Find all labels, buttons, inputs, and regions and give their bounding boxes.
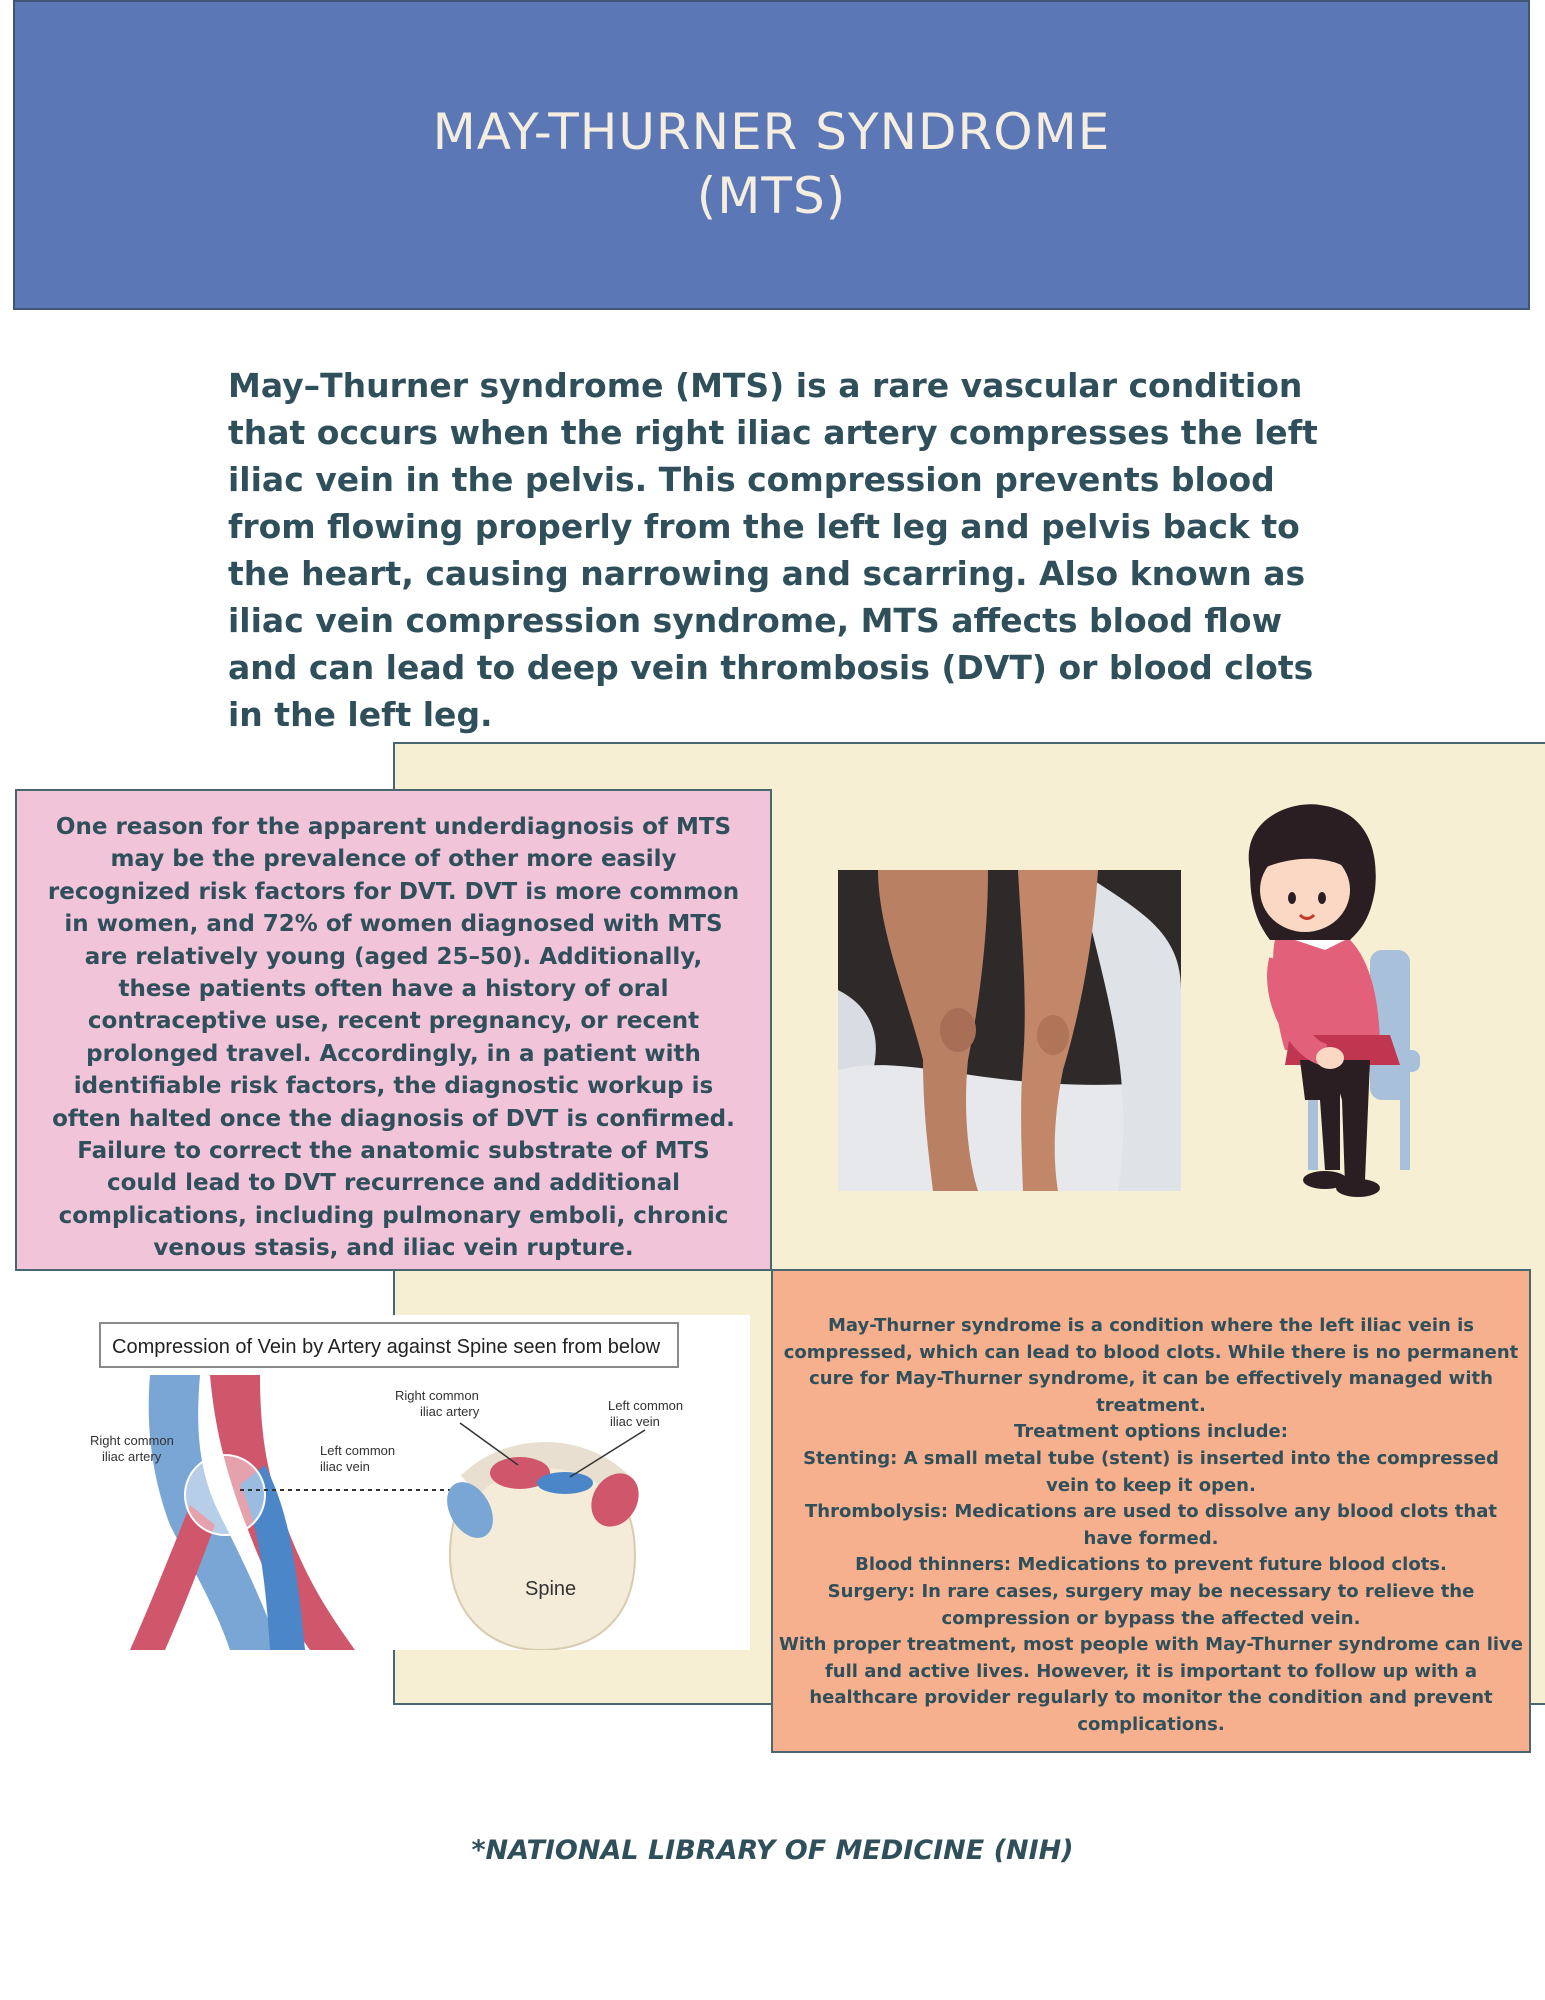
- treatment-blood-thinners: Blood thinners: Medications to prevent future blood clots.: [855, 1554, 1447, 1576]
- label-left-common-iliac-vein-top-2: iliac vein: [610, 1414, 660, 1429]
- treatment-thrombolysis: Thrombolysis: Medications are used to dissolve any blood clots that have formed.: [805, 1501, 1497, 1549]
- label-right-common-iliac-artery-top-1: Right common: [395, 1388, 479, 1403]
- label-spine: Spine: [525, 1578, 577, 1600]
- diagram-title: Compression of Vein by Artery against Spine seen from below: [112, 1336, 661, 1358]
- woman-stockings-illustration: [1230, 800, 1450, 1200]
- label-left-common-iliac-vein-2: iliac vein: [320, 1459, 370, 1474]
- label-left-common-iliac-vein-top-1: Left common: [608, 1398, 684, 1413]
- label-left-common-iliac-vein-1: Left common: [320, 1443, 396, 1458]
- treatment-intro: May-Thurner syndrome is a condition where the left iliac vein is compressed, which can lead to blood clots. While there is no permanent cure for May-Thurner syndrome, it can be effectively managed with treatment.: [783, 1315, 1519, 1416]
- treatment-stenting: Stenting: A small metal tube (stent) is inserted into the compressed vein to keep it open.: [803, 1447, 1499, 1496]
- treatment-options-heading: Treatment options include:: [1014, 1421, 1288, 1443]
- page-title-line1: MAY-THURNER SYNDROME: [432, 103, 1111, 161]
- vein-compression-diagram: [90, 1315, 750, 1650]
- treatment-outlook: With proper treatment, most people with May-Thurner syndrome can live full and active lives. However, it is important to follow up with a healthcare provider regularly to monitor the condition and prevent complications.: [779, 1634, 1523, 1735]
- legs-photo: [838, 870, 1181, 1191]
- treatment-box: [771, 1269, 1531, 1753]
- underdiagnosis-box: One reason for the apparent underdiagnosis of MTS may be the prevalence of other more easily recognized risk factors for DVT. DVT is more common in women, and 72% of women diagnosed with MTS are relatively young (aged 25–50). Additionally, these patients often have a history of oral contraceptive use, recent pregnancy, or recent prolonged travel. Accordingly, in a patient with identifiable risk factors, the diagnostic workup is often halted once the diagnosis of DVT is confirmed. Failure to correct the anatomic substrate of MTS could lead to DVT recurrence and additional complications, including pulmonary emboli, chronic venous stasis, and iliac vein rupture.: [15, 789, 772, 1271]
- label-right-common-iliac-artery-top-2: iliac artery: [420, 1404, 480, 1419]
- label-right-common-iliac-artery-1: Right common: [90, 1433, 174, 1448]
- header-banner: [13, 0, 1530, 310]
- label-right-common-iliac-artery-2: iliac artery: [102, 1449, 162, 1464]
- source-citation: *NATIONAL LIBRARY OF MEDICINE (NIH): [471, 1835, 1074, 1866]
- page-title-line2: (MTS): [696, 167, 847, 225]
- legs-photo-illustration: [838, 870, 1181, 1191]
- treatment-surgery: Surgery: In rare cases, surgery may be necessary to relieve the compression or bypass the affected vein.: [827, 1580, 1475, 1629]
- intro-paragraph: May–Thurner syndrome (MTS) is a rare vascular condition that occurs when the right iliac artery compresses the left iliac vein in the pelvis. This compression prevents blood from flowing properly from the left leg and pelvis back to the heart, causing narrowing and scarring. Also known as iliac vein compression syndrome, MTS affects blood flow and can lead to deep vein thrombosis (DVT) or blood clots in the left leg.: [228, 366, 1318, 734]
